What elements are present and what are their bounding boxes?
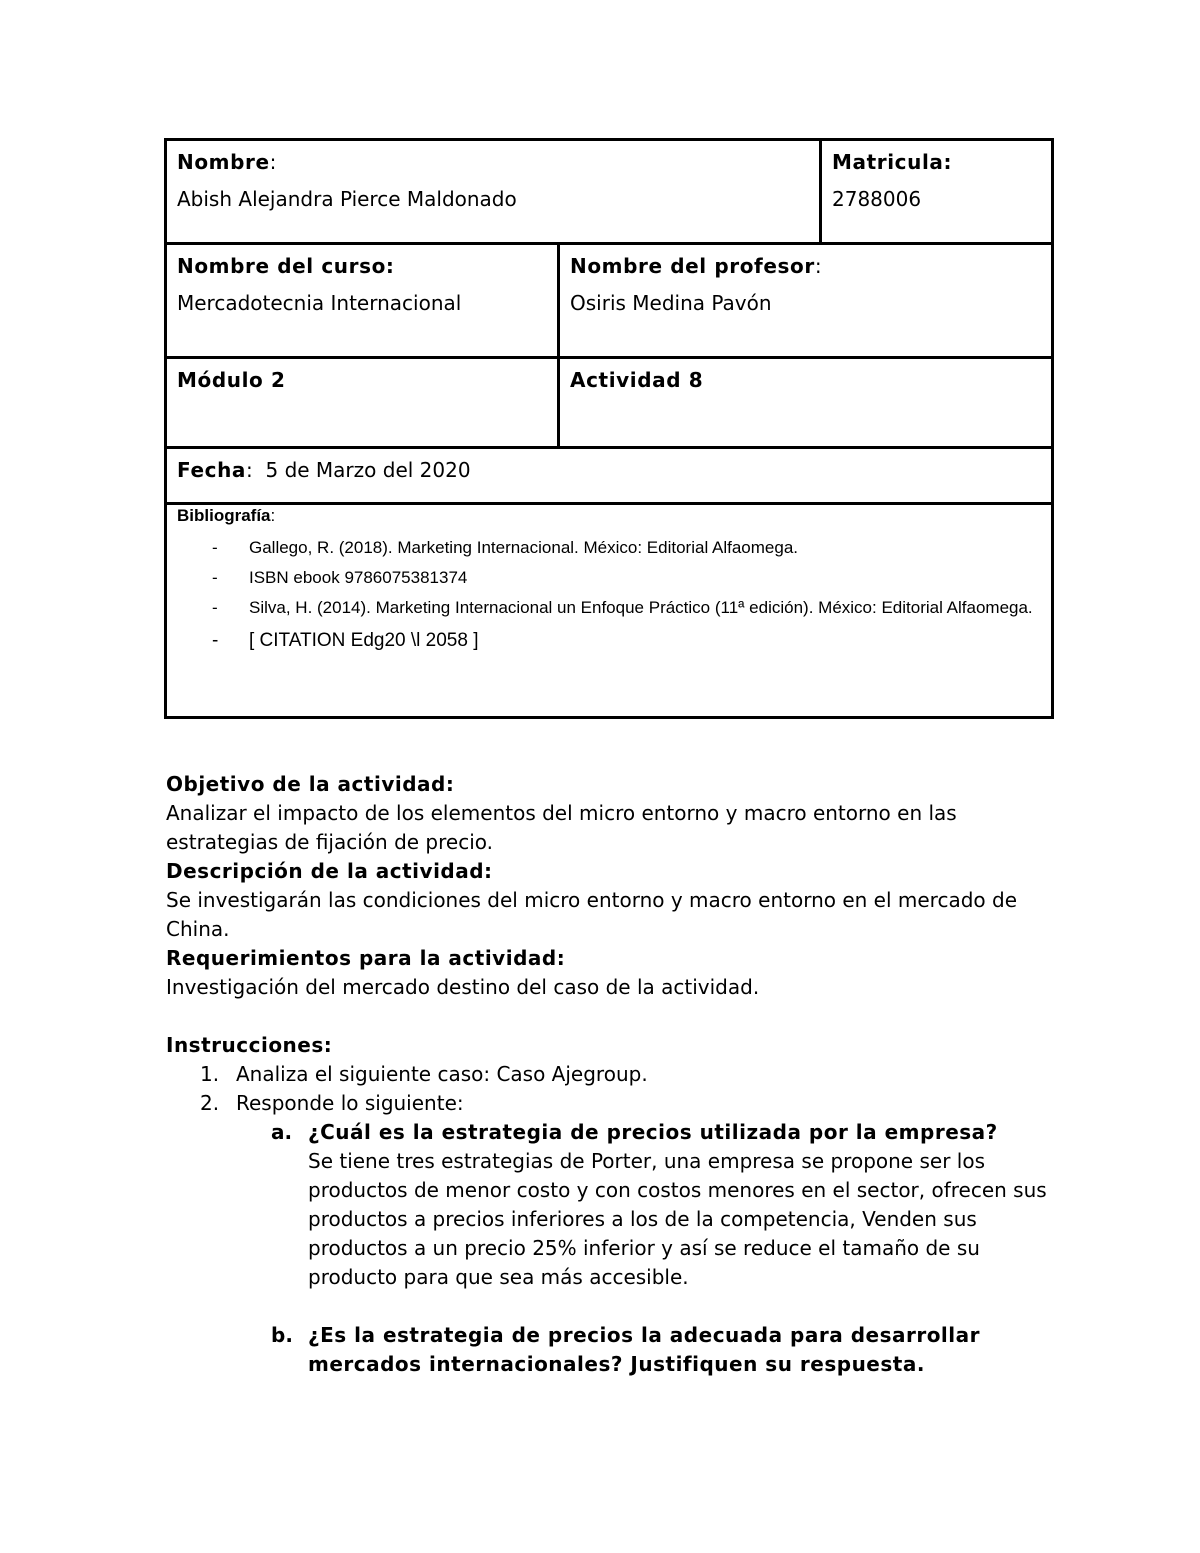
bibliography-title [177, 505, 1041, 527]
modulo-label: Módulo 2 [177, 368, 286, 392]
instructions-list [166, 1060, 1066, 1118]
matricula-value: 2788006 [832, 187, 922, 211]
nombre-value: Abish Alejandra Pierce Maldonado [177, 187, 517, 211]
bullet-dash: - [212, 598, 218, 617]
cell-nombre [166, 140, 821, 244]
descripcion-heading: Descripción de la actividad: [166, 859, 493, 883]
instrucciones-heading: Instrucciones: [166, 1033, 333, 1057]
instruction-step [166, 1089, 1066, 1118]
step-text: Responde lo siguiente: [236, 1091, 464, 1115]
bibliography-colon: : [270, 506, 276, 525]
header-row-date [166, 448, 1053, 504]
question-letter: a. [271, 1120, 293, 1144]
header-table [164, 138, 1054, 719]
cell-curso [166, 244, 559, 358]
fecha-label: Fecha [177, 458, 247, 482]
step-number: 2. [200, 1091, 220, 1115]
nombre-label: Nombre [177, 150, 270, 174]
header-row-bibliography [166, 504, 1053, 718]
bibliography-item [177, 593, 1041, 623]
profesor-colon: : [814, 254, 822, 278]
fecha-colon: : [246, 458, 253, 482]
answer-text: Se tiene tres estrategias de Porter, una empresa se propone ser los productos de menor costo y con costos menores en el sector, ofrecen sus productos a precios inferiores a los de la competencia, Venden sus productos a un precio 25% inferior y así se reduce el tamaño de su producto para que sea más accesible. [308, 1149, 1047, 1289]
bibliography-title-text: Bibliografía [177, 506, 271, 525]
bibliography-item [177, 623, 1041, 659]
cell-matricula [821, 140, 1053, 244]
bullet-dash: - [212, 568, 218, 587]
profesor-label: Nombre del profesor [570, 254, 815, 278]
cell-profesor [559, 244, 1053, 358]
cell-actividad [559, 358, 1053, 448]
question-text: ¿Es la estrategia de precios la adecuada para desarrollar mercados internacionales? Justifiquen su respuesta. [308, 1323, 981, 1376]
profesor-value: Osiris Medina Pavón [570, 291, 772, 315]
step-text: Analiza el siguiente caso: Caso Ajegroup. [236, 1062, 648, 1086]
header-row-module [166, 358, 1053, 448]
questions-list [166, 1118, 1066, 1379]
cell-fecha [166, 448, 1053, 504]
spacer [166, 1002, 1066, 1031]
bibliography-item-text: Silva, H. (2014). Marketing Internacional un Enfoque Práctico (11ª edición). México: Editorial Alfaomega. [249, 598, 1033, 617]
curso-label: Nombre del curso: [177, 254, 395, 278]
bibliography-item-text: Gallego, R. (2018). Marketing Internacional. México: Editorial Alfaomega. [249, 538, 798, 557]
bibliography-item [177, 563, 1041, 593]
descripcion-text: Se investigarán las condiciones del micro entorno y macro entorno en el mercado de China. [166, 888, 1018, 941]
curso-value: Mercadotecnia Internacional [177, 291, 462, 315]
matricula-label: Matricula: [832, 150, 953, 174]
requerimientos-text: Investigación del mercado destino del caso de la actividad. [166, 975, 760, 999]
bibliography-citation: [ CITATION Edg20 \l 2058 ] [249, 630, 479, 651]
objetivo-text: Analizar el impacto de los elementos del micro entorno y macro entorno en las estrategias de fijación de precio. [166, 801, 957, 854]
objetivo-heading: Objetivo de la actividad: [166, 772, 455, 796]
cell-modulo [166, 358, 559, 448]
question-text: ¿Cuál es la estrategia de precios utilizada por la empresa? [308, 1120, 998, 1144]
header-row-student [166, 140, 1053, 244]
question-item [166, 1321, 1066, 1379]
bibliography-item-text: ISBN ebook 9786075381374 [249, 568, 468, 587]
bullet-dash: - [212, 630, 219, 651]
fecha-value: 5 de Marzo del 2020 [265, 458, 471, 482]
requerimientos-heading: Requerimientos para la actividad: [166, 946, 566, 970]
spacer [166, 1292, 1066, 1321]
cell-bibliografia [166, 504, 1053, 718]
activity-body [166, 770, 1066, 1379]
step-number: 1. [200, 1062, 220, 1086]
nombre-colon: : [269, 150, 277, 174]
bullet-dash: - [212, 538, 218, 557]
question-letter: b. [271, 1323, 293, 1347]
question-item [166, 1118, 1066, 1292]
instruction-step [166, 1060, 1066, 1089]
bibliography-item [177, 533, 1041, 563]
header-row-course [166, 244, 1053, 358]
actividad-label: Actividad 8 [570, 368, 704, 392]
bibliography-list [177, 533, 1041, 659]
